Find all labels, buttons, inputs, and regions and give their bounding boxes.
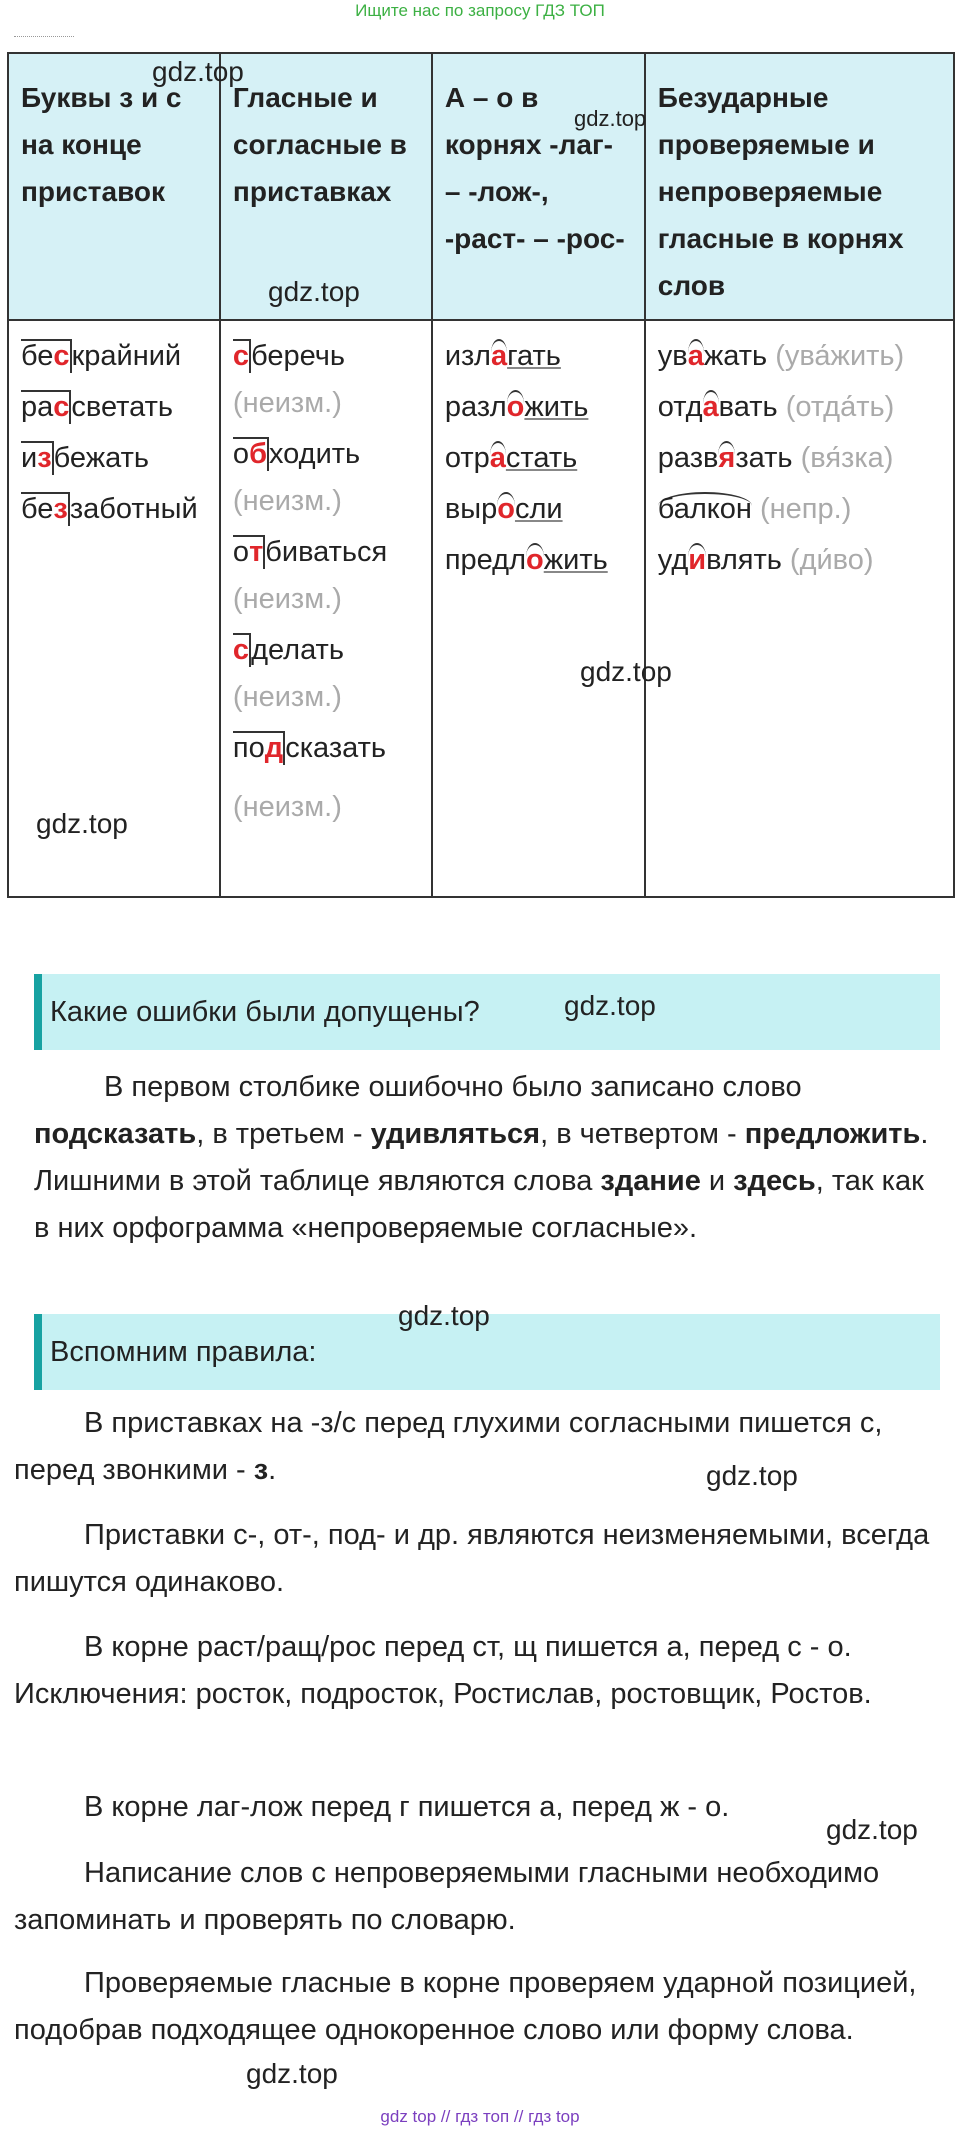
- word-item: сделать: [232, 634, 344, 666]
- watermark: gdz.top: [826, 1814, 918, 1845]
- root-arc: а: [702, 391, 719, 423]
- word-item: рассветать: [21, 391, 173, 423]
- word-item: разложить: [444, 391, 589, 423]
- watermark: gdz.top: [564, 990, 656, 1021]
- prefix-mark: без: [21, 493, 68, 525]
- section-title-text: Вспомним правила:: [50, 1336, 317, 1368]
- word-note: (ува́жить): [775, 340, 905, 372]
- prefix-mark: под: [232, 732, 284, 764]
- rule-paragraph: Написание слов с непроверяемыми гласными необходимо запоминать и проверять по словарю.: [14, 1857, 880, 1936]
- root-arc: о: [506, 391, 525, 423]
- word-item: удивлять (ди́во): [657, 544, 874, 576]
- root-arc: а: [489, 442, 506, 474]
- word-note: (непр.): [760, 493, 852, 525]
- word-note: (неизм.): [232, 485, 342, 517]
- prefix-mark: из: [21, 442, 52, 474]
- word-item: обходить: [232, 438, 361, 470]
- top-decoration: [14, 26, 74, 37]
- word-item: излагать: [444, 340, 561, 372]
- section-title-errors: [34, 974, 940, 1050]
- watermark: gdz.top: [268, 276, 360, 307]
- prefix-mark: об: [232, 438, 267, 470]
- word-item: бескрайний: [21, 340, 182, 372]
- rule-paragraph: В корне раст/ращ/рос перед ст, щ пишется а, перед с - о. Исключения: росток, подросток, Ростислав, ростовщик, Ростов.: [14, 1631, 872, 1710]
- word-note: (неизм.): [232, 387, 342, 419]
- orthogram-table: [7, 52, 955, 898]
- word-item: беззаботный: [21, 493, 198, 525]
- word-item: выросли: [444, 493, 563, 525]
- watermark: gdz.top: [398, 1300, 490, 1331]
- top-banner[interactable]: Ищите нас по запросу ГДЗ ТОП: [355, 1, 605, 20]
- word-note: (отда́ть): [785, 391, 895, 423]
- root-arc: а: [490, 340, 508, 372]
- prefix-mark: с: [232, 634, 250, 666]
- word-item: развязать (вя́зка): [657, 442, 894, 474]
- prefix-mark: рас: [21, 391, 70, 423]
- root-arc: о: [497, 493, 515, 525]
- watermark: gdz.top: [580, 656, 672, 687]
- watermark: gdz.top: [246, 2058, 338, 2089]
- word-note: (неизм.): [232, 791, 342, 823]
- word-item: сберечь: [232, 340, 345, 372]
- root-arc: а: [687, 340, 704, 372]
- watermark: gdz.top: [706, 1460, 798, 1491]
- table-row: [8, 320, 954, 897]
- section-title-text: Какие ошибки были допущены?: [50, 996, 480, 1028]
- header-col4: Безударные проверяемые и непроверяемые гласные в корнях слов: [645, 53, 954, 320]
- rule-paragraph: В приставках на -з/с перед глухими согласными пишется с, перед звонкими - з.: [14, 1407, 883, 1486]
- table-header-row: [8, 53, 954, 320]
- header-col2: Гласные и согласные в приставках: [220, 53, 432, 320]
- root-arc: и: [688, 544, 707, 576]
- word-item: отрастать: [444, 442, 578, 474]
- word-item: отбиваться: [232, 536, 388, 568]
- word-item: предложить: [444, 544, 608, 576]
- prefix-mark: от: [232, 536, 264, 568]
- word-note: (неизм.): [232, 583, 342, 615]
- root-arc: о: [526, 544, 544, 576]
- word-item: подсказать: [232, 732, 386, 764]
- word-note: (неизм.): [232, 681, 342, 713]
- header-col1: Буквы з и с на конце приставок: [8, 53, 220, 320]
- word-note: (вя́зка): [800, 442, 894, 474]
- word-item: уважать (ува́жить): [657, 340, 905, 372]
- prefix-mark: с: [232, 340, 250, 372]
- footer-links[interactable]: gdz top // гдз топ // гдз top: [380, 2107, 580, 2126]
- rule-paragraph: Приставки с-, от-, под- и др. являются неизменяемыми, всегда пишутся одинаково.: [14, 1519, 930, 1598]
- cell-col2: [220, 320, 432, 897]
- prefix-mark: бес: [21, 340, 70, 372]
- watermark: gdz.top: [36, 808, 128, 839]
- word-item: избежать: [21, 442, 149, 474]
- word-item: отдавать (отда́ть): [657, 391, 895, 423]
- root-arc: балкон: [657, 493, 752, 525]
- root-arc: я: [718, 442, 736, 474]
- cell-col3: [432, 320, 645, 897]
- watermark: gdz.top: [152, 56, 244, 87]
- word-note: (ди́во): [789, 544, 874, 576]
- header-col3: А – о в корнях -лаг- – -лож-, -раст- – -рос-: [432, 53, 645, 320]
- rule-paragraph: В корне лаг-лож перед г пишется а, перед ж - о.: [84, 1791, 730, 1823]
- watermark: gdz.top: [574, 106, 647, 131]
- rule-paragraph: Проверяемые гласные в корне проверяем ударной позицией, подобрав подходящее однокоренное слово или форму слова.: [14, 1967, 917, 2046]
- errors-paragraph: В первом столбике ошибочно было записано слово подсказать, в третьем - удивляться, в четвертом - предложить. Лишними в этой таблице являются слова здание и здесь, так как в них орфограмма «непроверяемые согласные».: [34, 1071, 929, 1244]
- cell-col4: [645, 320, 954, 897]
- word-item: [658, 486, 943, 533]
